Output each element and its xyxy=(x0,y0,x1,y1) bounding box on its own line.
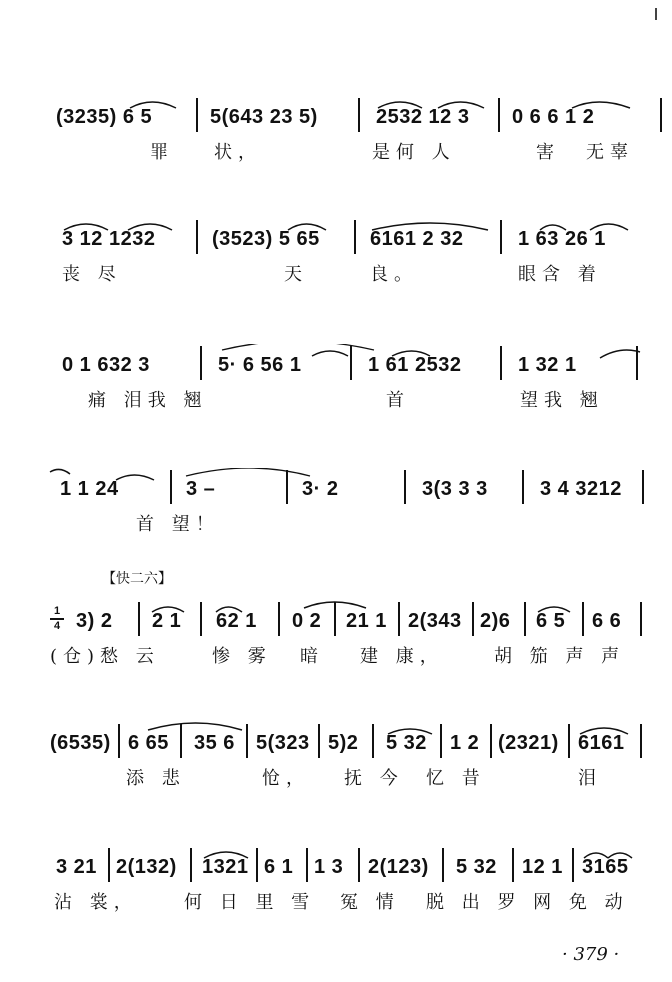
measure: 3165 xyxy=(582,856,629,878)
music-system-6 xyxy=(0,722,672,822)
measure: 12 1 xyxy=(522,856,563,878)
measure: 6 65 xyxy=(128,732,169,754)
slur-marks xyxy=(0,96,672,136)
lyric: 良。 xyxy=(370,264,418,285)
measure: 6161 xyxy=(578,732,625,754)
slur-marks xyxy=(0,846,672,886)
measure: 2(132) xyxy=(116,856,177,878)
measure: 1 61 2532 xyxy=(368,354,462,376)
notation-line xyxy=(0,96,672,136)
measure: 2 1 xyxy=(152,610,182,632)
lyrics-line xyxy=(0,258,672,298)
music-system-3 xyxy=(0,344,672,444)
notation-line xyxy=(0,468,672,508)
lyric: 冤 情 xyxy=(340,892,400,913)
lyric: 无辜 xyxy=(586,142,634,163)
measure: 3 21 xyxy=(56,856,97,878)
lyric: 惨 雾 xyxy=(212,646,272,667)
lyric: 建 康， xyxy=(360,646,444,667)
slur-marks xyxy=(0,722,672,762)
notation-line xyxy=(0,722,672,762)
measure: 5(643 23 5) xyxy=(210,106,318,128)
measure: 5· 6 56 1 xyxy=(218,354,302,376)
slur-marks xyxy=(0,218,672,258)
measure: 3(3 3 3 xyxy=(422,478,488,500)
notation-line xyxy=(0,218,672,258)
measure: 1 1 24 xyxy=(60,478,119,500)
measure: 2(343 xyxy=(408,610,462,632)
measure: 62 1 xyxy=(216,610,257,632)
measure: 1 2 xyxy=(450,732,480,754)
lyrics-line xyxy=(0,762,672,802)
measure: 5(323 xyxy=(256,732,310,754)
time-signature-bottom: 4 xyxy=(53,619,61,632)
notation-line xyxy=(0,344,672,384)
lyric: 脱 出 罗 网 免 动 xyxy=(426,892,629,913)
lyric: 是何 人 xyxy=(372,142,456,163)
measure: 5)2 xyxy=(328,732,359,754)
lyric: 罪 xyxy=(150,142,174,163)
lyric: 眼含 着 xyxy=(518,264,602,285)
lyric: 胡 笳 声 声 xyxy=(494,646,626,667)
measure: 1321 xyxy=(202,856,249,878)
lyric: 首 望！ xyxy=(136,514,220,535)
measure: 6 1 xyxy=(264,856,294,878)
music-system-5 xyxy=(0,600,672,700)
measure: 0 1 632 3 xyxy=(62,354,150,376)
time-signature-top: 1 xyxy=(53,605,61,617)
page-number: · 379 · xyxy=(562,944,620,965)
measure: 6161 2 32 xyxy=(370,228,464,250)
lyric: 状， xyxy=(214,142,262,163)
lyrics-line xyxy=(0,384,672,424)
notation-line xyxy=(0,600,672,640)
music-system-7 xyxy=(0,846,672,946)
measure: 2)6 xyxy=(480,610,511,632)
measure: 1 3 xyxy=(314,856,344,878)
lyric: 泪 xyxy=(578,768,602,789)
measure: 2532 12 3 xyxy=(376,106,470,128)
measure: 0 2 xyxy=(292,610,322,632)
lyric: 丧 尽 xyxy=(62,264,122,285)
lyric: 沾 裳， xyxy=(54,892,138,913)
notation-line xyxy=(0,846,672,886)
measure: 3· 2 xyxy=(302,478,339,500)
lyrics-line xyxy=(0,886,672,926)
lyric: 首 xyxy=(386,390,410,411)
measure: 3 4 3212 xyxy=(540,478,622,500)
music-system-2 xyxy=(0,218,672,318)
music-system-1 xyxy=(0,96,672,196)
measure: (3235) 6 5 xyxy=(56,106,153,128)
lyric: (仓)愁 云 xyxy=(50,646,160,667)
measure: 21 1 xyxy=(346,610,387,632)
measure: 6 5 xyxy=(536,610,566,632)
lyrics-line xyxy=(0,136,672,176)
lyrics-line xyxy=(0,640,672,680)
lyric: 望我 翘 xyxy=(520,390,604,411)
measure: 3 – xyxy=(186,478,216,500)
measure: 35 6 xyxy=(194,732,235,754)
measure: (6535) xyxy=(50,732,111,754)
slur-marks xyxy=(0,468,672,508)
lyric: 忆 昔 xyxy=(426,768,486,789)
section-tag: 【快二六】 xyxy=(102,571,172,587)
lyric: 怆， xyxy=(262,768,310,789)
measure: (2321) xyxy=(498,732,559,754)
measure: 5 32 xyxy=(386,732,427,754)
measure: 3 12 1232 xyxy=(62,228,156,250)
lyric: 添 悲 xyxy=(126,768,186,789)
lyric: 抚 今 xyxy=(344,768,404,789)
measure: 6 6 xyxy=(592,610,622,632)
page-corner-mark xyxy=(655,8,657,20)
measure: 2(123) xyxy=(368,856,429,878)
lyric: 暗 xyxy=(300,646,324,667)
lyric: 痛 泪我 翘 xyxy=(88,390,208,411)
slur-marks xyxy=(0,600,672,640)
measure: 3) 2 xyxy=(76,610,113,632)
measure: 1 32 1 xyxy=(518,354,577,376)
measure: 1 63 26 1 xyxy=(518,228,606,250)
slur-marks xyxy=(0,344,672,384)
measure: (3523) 5 65 xyxy=(212,228,320,250)
lyric: 天 xyxy=(284,264,308,285)
measure: 5 32 xyxy=(456,856,497,878)
measure: 0 6 6 1 2 xyxy=(512,106,595,128)
lyric: 何 日 里 雪 xyxy=(184,892,316,913)
lyric: 害 xyxy=(536,142,560,163)
lyrics-line xyxy=(0,508,672,548)
music-system-4 xyxy=(0,468,672,568)
